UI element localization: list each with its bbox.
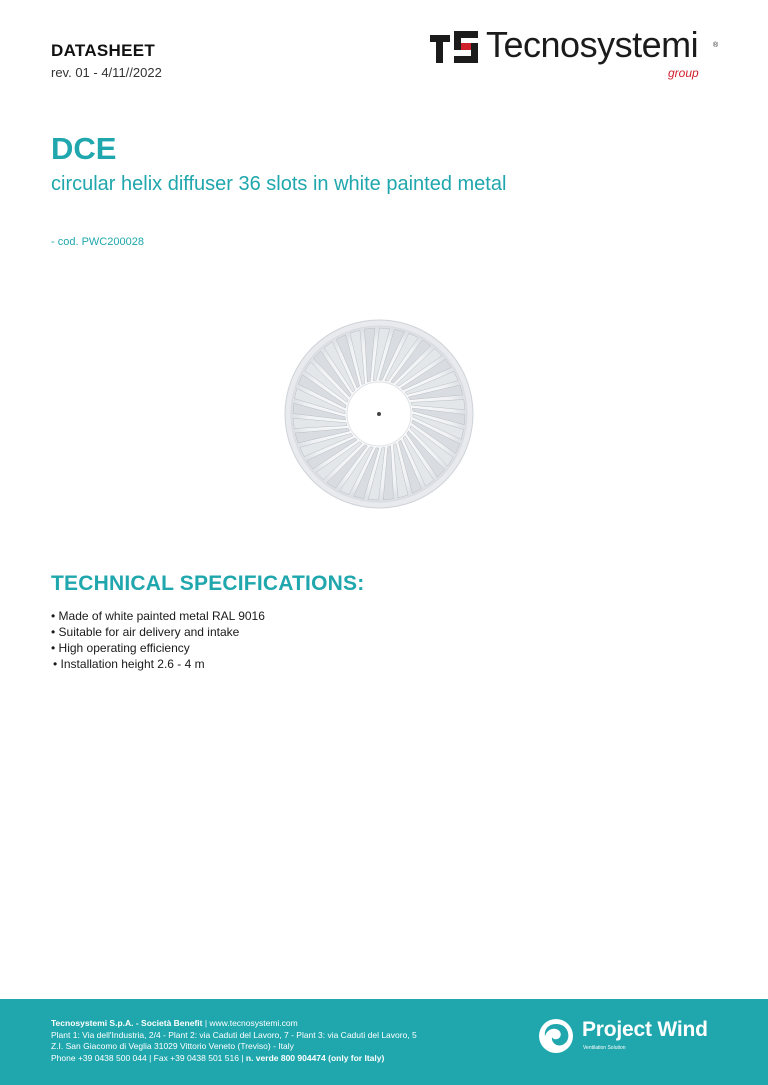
spec-item: • Installation height 2.6 - 4 m <box>51 656 265 672</box>
tecnosystemi-logo-mark-icon <box>428 29 480 65</box>
partner-tagline: Ventilation Solution <box>583 1045 626 1051</box>
product-description: circular helix diffuser 36 slots in white painted metal <box>51 173 507 195</box>
company-name: Tecnosystemi S.p.A. - Società Benefit <box>51 1018 203 1028</box>
tecnosystemi-logo <box>428 26 728 86</box>
footer <box>0 999 768 1085</box>
brand-subtitle: group <box>668 66 699 80</box>
footer-contact-info <box>51 1018 417 1064</box>
company-website: | www.tecnosystemi.com <box>202 1018 298 1028</box>
green-number: n. verde 800 904474 (only for Italy) <box>245 1052 385 1063</box>
product-code: DCE <box>51 131 117 166</box>
document-type-title: DATASHEET <box>51 41 156 60</box>
product-article-code: - cod. PWC200028 <box>51 236 144 248</box>
partner-name: Project Wind <box>582 1018 708 1041</box>
phone-fax: Phone +39 0438 500 044 | Fax +39 0438 501 516 | <box>51 1052 246 1063</box>
project-wind-swirl-icon <box>538 1018 574 1054</box>
revision-label: rev. 01 - 4/11//2022 <box>51 65 162 80</box>
spec-item: • Suitable for air delivery and intake <box>51 624 265 640</box>
registered-mark: ® <box>713 42 719 49</box>
plants-address: Plant 1: Via dell'Industria, 2/4 - Plant 2: via Caduti del Lavoro, 7 - Plant 3: via Caduti del Lavoro, 5 <box>51 1029 417 1040</box>
spec-item: • Made of white painted metal RAL 9016 <box>51 608 265 624</box>
helix-diffuser-image <box>284 319 474 509</box>
spec-item: • High operating efficiency <box>51 640 265 656</box>
specs-list <box>51 608 265 672</box>
specs-title: TECHNICAL SPECIFICATIONS: <box>51 572 365 595</box>
company-address: Z.I. San Giacomo di Veglia 31029 Vittorio Veneto (Treviso) - Italy <box>51 1041 294 1051</box>
brand-name: Tecnosystemi <box>486 24 699 65</box>
project-wind-logo <box>538 1018 728 1058</box>
